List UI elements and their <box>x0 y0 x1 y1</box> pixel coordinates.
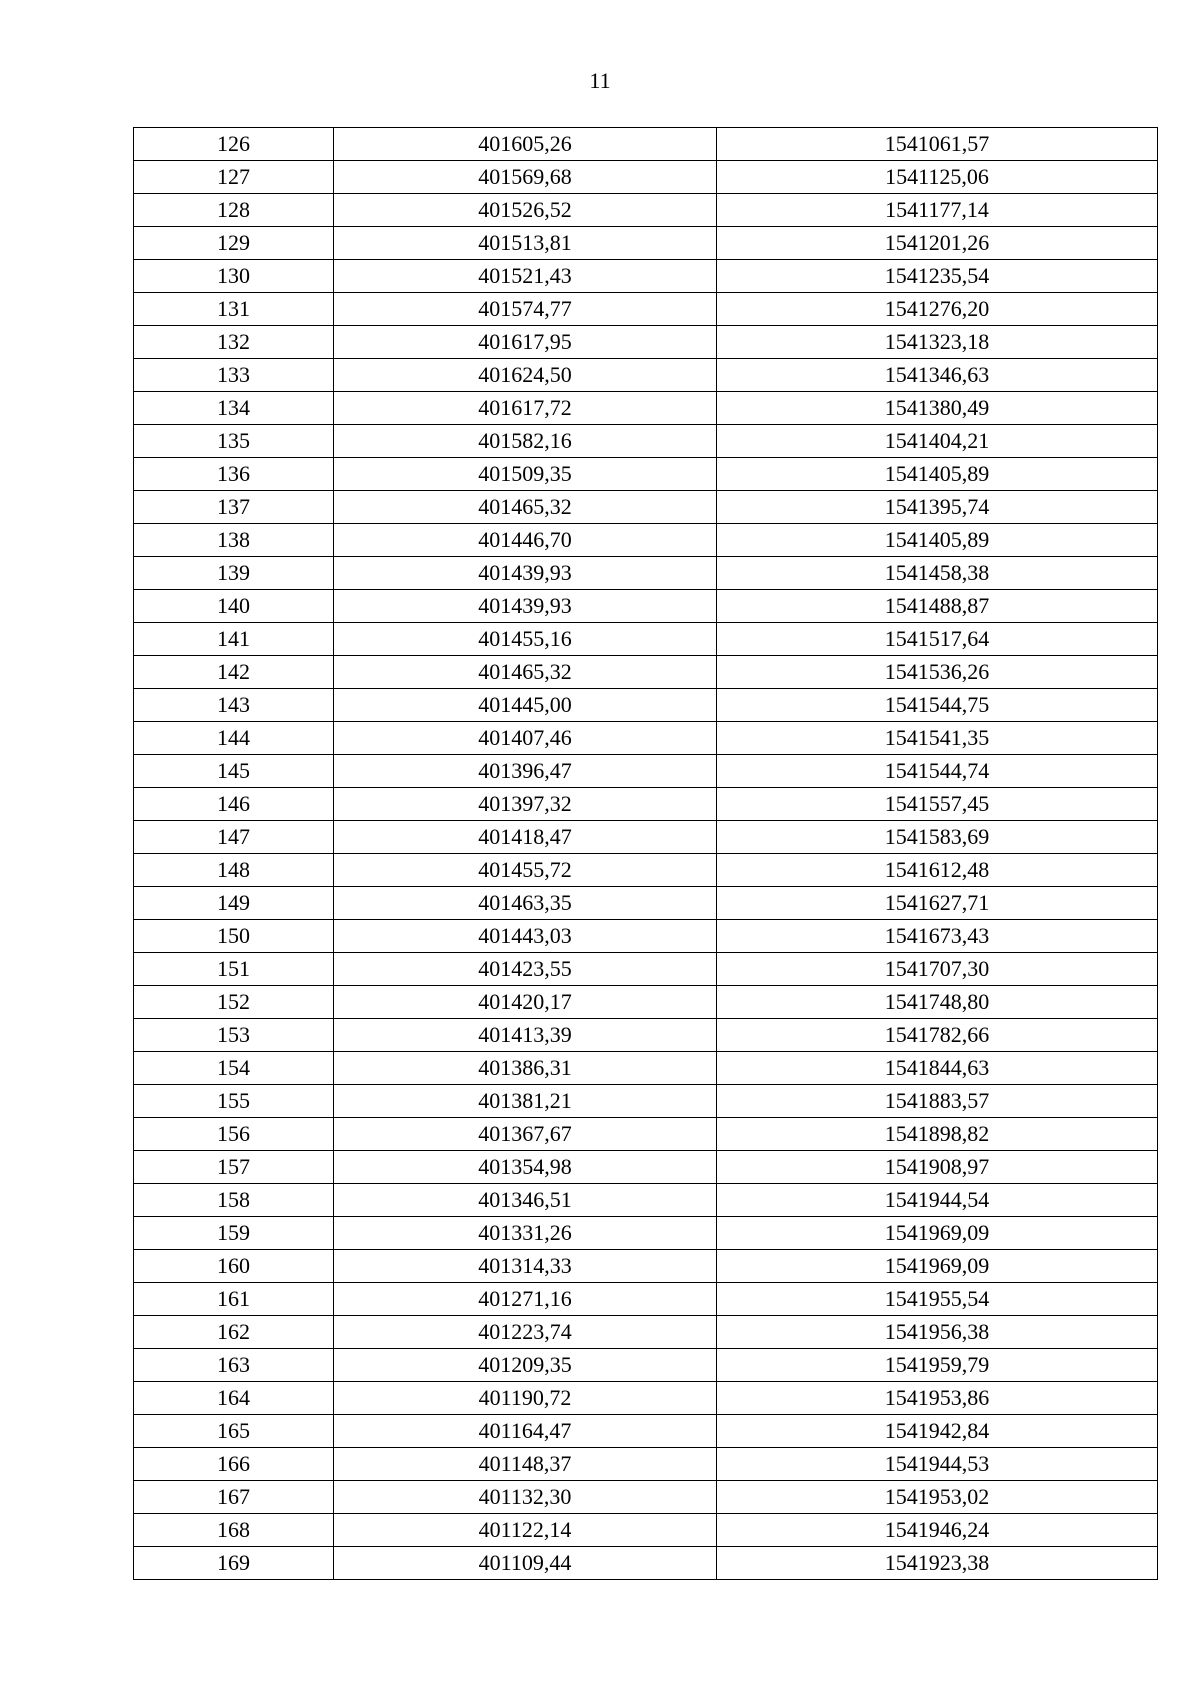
point-number-cell: 167 <box>134 1481 334 1514</box>
table-row <box>134 293 1158 326</box>
y-coordinate-cell: 1541883,57 <box>717 1085 1158 1118</box>
y-coordinate-cell: 1541844,63 <box>717 1052 1158 1085</box>
y-coordinate-cell: 1541612,48 <box>717 854 1158 887</box>
y-coordinate-cell: 1541969,09 <box>717 1250 1158 1283</box>
y-coordinate-cell: 1541748,80 <box>717 986 1158 1019</box>
y-coordinate-cell: 1541544,75 <box>717 689 1158 722</box>
y-coordinate-cell: 1541395,74 <box>717 491 1158 524</box>
point-number-cell: 138 <box>134 524 334 557</box>
point-number-cell: 147 <box>134 821 334 854</box>
y-coordinate-cell: 1541944,54 <box>717 1184 1158 1217</box>
y-coordinate-cell: 1541944,53 <box>717 1448 1158 1481</box>
y-coordinate-cell: 1541557,45 <box>717 788 1158 821</box>
x-coordinate-cell: 401465,32 <box>334 656 717 689</box>
page-number: 11 <box>589 68 611 93</box>
table-row <box>134 392 1158 425</box>
table-row <box>134 359 1158 392</box>
point-number-cell: 135 <box>134 425 334 458</box>
table-row <box>134 1382 1158 1415</box>
point-number-cell: 132 <box>134 326 334 359</box>
x-coordinate-cell: 401397,32 <box>334 788 717 821</box>
table-row <box>134 1217 1158 1250</box>
table-row <box>134 1283 1158 1316</box>
y-coordinate-cell: 1541946,24 <box>717 1514 1158 1547</box>
table-row <box>134 425 1158 458</box>
table-row <box>134 788 1158 821</box>
x-coordinate-cell: 401455,72 <box>334 854 717 887</box>
point-number-cell: 137 <box>134 491 334 524</box>
point-number-cell: 163 <box>134 1349 334 1382</box>
y-coordinate-cell: 1541276,20 <box>717 293 1158 326</box>
x-coordinate-cell: 401617,72 <box>334 392 717 425</box>
table-row <box>134 1184 1158 1217</box>
y-coordinate-cell: 1541235,54 <box>717 260 1158 293</box>
x-coordinate-cell: 401605,26 <box>334 128 717 161</box>
table-row <box>134 326 1158 359</box>
x-coordinate-cell: 401109,44 <box>334 1547 717 1580</box>
x-coordinate-cell: 401331,26 <box>334 1217 717 1250</box>
table-row <box>134 1118 1158 1151</box>
x-coordinate-cell: 401190,72 <box>334 1382 717 1415</box>
table-row <box>134 491 1158 524</box>
x-coordinate-cell: 401509,35 <box>334 458 717 491</box>
x-coordinate-cell: 401463,35 <box>334 887 717 920</box>
point-number-cell: 159 <box>134 1217 334 1250</box>
x-coordinate-cell: 401439,93 <box>334 590 717 623</box>
x-coordinate-cell: 401209,35 <box>334 1349 717 1382</box>
y-coordinate-cell: 1541707,30 <box>717 953 1158 986</box>
point-number-cell: 144 <box>134 722 334 755</box>
table-row <box>134 1151 1158 1184</box>
point-number-cell: 168 <box>134 1514 334 1547</box>
table-row <box>134 1481 1158 1514</box>
point-number-cell: 129 <box>134 227 334 260</box>
y-coordinate-cell: 1541488,87 <box>717 590 1158 623</box>
point-number-cell: 131 <box>134 293 334 326</box>
table-row <box>134 260 1158 293</box>
table-row <box>134 1448 1158 1481</box>
table-row <box>134 986 1158 1019</box>
y-coordinate-cell: 1541908,97 <box>717 1151 1158 1184</box>
y-coordinate-cell: 1541583,69 <box>717 821 1158 854</box>
y-coordinate-cell: 1541405,89 <box>717 458 1158 491</box>
point-number-cell: 149 <box>134 887 334 920</box>
x-coordinate-cell: 401574,77 <box>334 293 717 326</box>
table-row <box>134 1547 1158 1580</box>
point-number-cell: 134 <box>134 392 334 425</box>
table-row <box>134 623 1158 656</box>
y-coordinate-cell: 1541177,14 <box>717 194 1158 227</box>
point-number-cell: 164 <box>134 1382 334 1415</box>
point-number-cell: 154 <box>134 1052 334 1085</box>
x-coordinate-cell: 401132,30 <box>334 1481 717 1514</box>
point-number-cell: 158 <box>134 1184 334 1217</box>
y-coordinate-cell: 1541404,21 <box>717 425 1158 458</box>
point-number-cell: 148 <box>134 854 334 887</box>
x-coordinate-cell: 401148,37 <box>334 1448 717 1481</box>
x-coordinate-cell: 401443,03 <box>334 920 717 953</box>
y-coordinate-cell: 1541541,35 <box>717 722 1158 755</box>
point-number-cell: 141 <box>134 623 334 656</box>
table-row <box>134 194 1158 227</box>
x-coordinate-cell: 401367,67 <box>334 1118 717 1151</box>
point-number-cell: 161 <box>134 1283 334 1316</box>
x-coordinate-cell: 401354,98 <box>334 1151 717 1184</box>
y-coordinate-cell: 1541953,86 <box>717 1382 1158 1415</box>
table-row <box>134 1349 1158 1382</box>
table-row <box>134 722 1158 755</box>
table-row <box>134 854 1158 887</box>
x-coordinate-cell: 401396,47 <box>334 755 717 788</box>
table-row <box>134 524 1158 557</box>
table-row <box>134 161 1158 194</box>
x-coordinate-cell: 401624,50 <box>334 359 717 392</box>
x-coordinate-cell: 401569,68 <box>334 161 717 194</box>
point-number-cell: 126 <box>134 128 334 161</box>
x-coordinate-cell: 401418,47 <box>334 821 717 854</box>
y-coordinate-cell: 1541405,89 <box>717 524 1158 557</box>
table-row <box>134 1085 1158 1118</box>
table-row <box>134 656 1158 689</box>
point-number-cell: 169 <box>134 1547 334 1580</box>
x-coordinate-cell: 401413,39 <box>334 1019 717 1052</box>
x-coordinate-cell: 401455,16 <box>334 623 717 656</box>
point-number-cell: 140 <box>134 590 334 623</box>
point-number-cell: 146 <box>134 788 334 821</box>
y-coordinate-cell: 1541380,49 <box>717 392 1158 425</box>
y-coordinate-cell: 1541458,38 <box>717 557 1158 590</box>
point-number-cell: 152 <box>134 986 334 1019</box>
point-number-cell: 127 <box>134 161 334 194</box>
point-number-cell: 166 <box>134 1448 334 1481</box>
y-coordinate-cell: 1541536,26 <box>717 656 1158 689</box>
table-row <box>134 887 1158 920</box>
point-number-cell: 142 <box>134 656 334 689</box>
y-coordinate-cell: 1541323,18 <box>717 326 1158 359</box>
y-coordinate-cell: 1541956,38 <box>717 1316 1158 1349</box>
y-coordinate-cell: 1541955,54 <box>717 1283 1158 1316</box>
table-row <box>134 1415 1158 1448</box>
y-coordinate-cell: 1541346,63 <box>717 359 1158 392</box>
x-coordinate-cell: 401582,16 <box>334 425 717 458</box>
x-coordinate-cell: 401271,16 <box>334 1283 717 1316</box>
point-number-cell: 162 <box>134 1316 334 1349</box>
table-row <box>134 1316 1158 1349</box>
x-coordinate-cell: 401346,51 <box>334 1184 717 1217</box>
point-number-cell: 139 <box>134 557 334 590</box>
y-coordinate-cell: 1541969,09 <box>717 1217 1158 1250</box>
x-coordinate-cell: 401439,93 <box>334 557 717 590</box>
point-number-cell: 145 <box>134 755 334 788</box>
point-number-cell: 136 <box>134 458 334 491</box>
x-coordinate-cell: 401521,43 <box>334 260 717 293</box>
point-number-cell: 130 <box>134 260 334 293</box>
table-row <box>134 227 1158 260</box>
table-row <box>134 1250 1158 1283</box>
x-coordinate-cell: 401423,55 <box>334 953 717 986</box>
coordinates-table-body <box>134 128 1158 1580</box>
table-row <box>134 458 1158 491</box>
y-coordinate-cell: 1541627,71 <box>717 887 1158 920</box>
y-coordinate-cell: 1541782,66 <box>717 1019 1158 1052</box>
table-row <box>134 689 1158 722</box>
table-row <box>134 821 1158 854</box>
y-coordinate-cell: 1541942,84 <box>717 1415 1158 1448</box>
y-coordinate-cell: 1541201,26 <box>717 227 1158 260</box>
x-coordinate-cell: 401381,21 <box>334 1085 717 1118</box>
x-coordinate-cell: 401526,52 <box>334 194 717 227</box>
table-row <box>134 953 1158 986</box>
x-coordinate-cell: 401407,46 <box>334 722 717 755</box>
y-coordinate-cell: 1541953,02 <box>717 1481 1158 1514</box>
y-coordinate-cell: 1541061,57 <box>717 128 1158 161</box>
point-number-cell: 156 <box>134 1118 334 1151</box>
y-coordinate-cell: 1541544,74 <box>717 755 1158 788</box>
x-coordinate-cell: 401617,95 <box>334 326 717 359</box>
point-number-cell: 128 <box>134 194 334 227</box>
x-coordinate-cell: 401513,81 <box>334 227 717 260</box>
point-number-cell: 151 <box>134 953 334 986</box>
table-row <box>134 557 1158 590</box>
x-coordinate-cell: 401164,47 <box>334 1415 717 1448</box>
x-coordinate-cell: 401223,74 <box>334 1316 717 1349</box>
point-number-cell: 155 <box>134 1085 334 1118</box>
x-coordinate-cell: 401445,00 <box>334 689 717 722</box>
point-number-cell: 157 <box>134 1151 334 1184</box>
y-coordinate-cell: 1541517,64 <box>717 623 1158 656</box>
point-number-cell: 165 <box>134 1415 334 1448</box>
y-coordinate-cell: 1541125,06 <box>717 161 1158 194</box>
table-row <box>134 920 1158 953</box>
point-number-cell: 133 <box>134 359 334 392</box>
x-coordinate-cell: 401420,17 <box>334 986 717 1019</box>
table-row <box>134 128 1158 161</box>
y-coordinate-cell: 1541673,43 <box>717 920 1158 953</box>
y-coordinate-cell: 1541923,38 <box>717 1547 1158 1580</box>
table-row <box>134 1019 1158 1052</box>
table-row <box>134 590 1158 623</box>
table-row <box>134 1514 1158 1547</box>
coordinates-table <box>133 127 1158 1580</box>
point-number-cell: 160 <box>134 1250 334 1283</box>
y-coordinate-cell: 1541959,79 <box>717 1349 1158 1382</box>
x-coordinate-cell: 401122,14 <box>334 1514 717 1547</box>
x-coordinate-cell: 401314,33 <box>334 1250 717 1283</box>
x-coordinate-cell: 401386,31 <box>334 1052 717 1085</box>
x-coordinate-cell: 401446,70 <box>334 524 717 557</box>
x-coordinate-cell: 401465,32 <box>334 491 717 524</box>
y-coordinate-cell: 1541898,82 <box>717 1118 1158 1151</box>
table-row <box>134 755 1158 788</box>
table-row <box>134 1052 1158 1085</box>
point-number-cell: 150 <box>134 920 334 953</box>
point-number-cell: 153 <box>134 1019 334 1052</box>
point-number-cell: 143 <box>134 689 334 722</box>
